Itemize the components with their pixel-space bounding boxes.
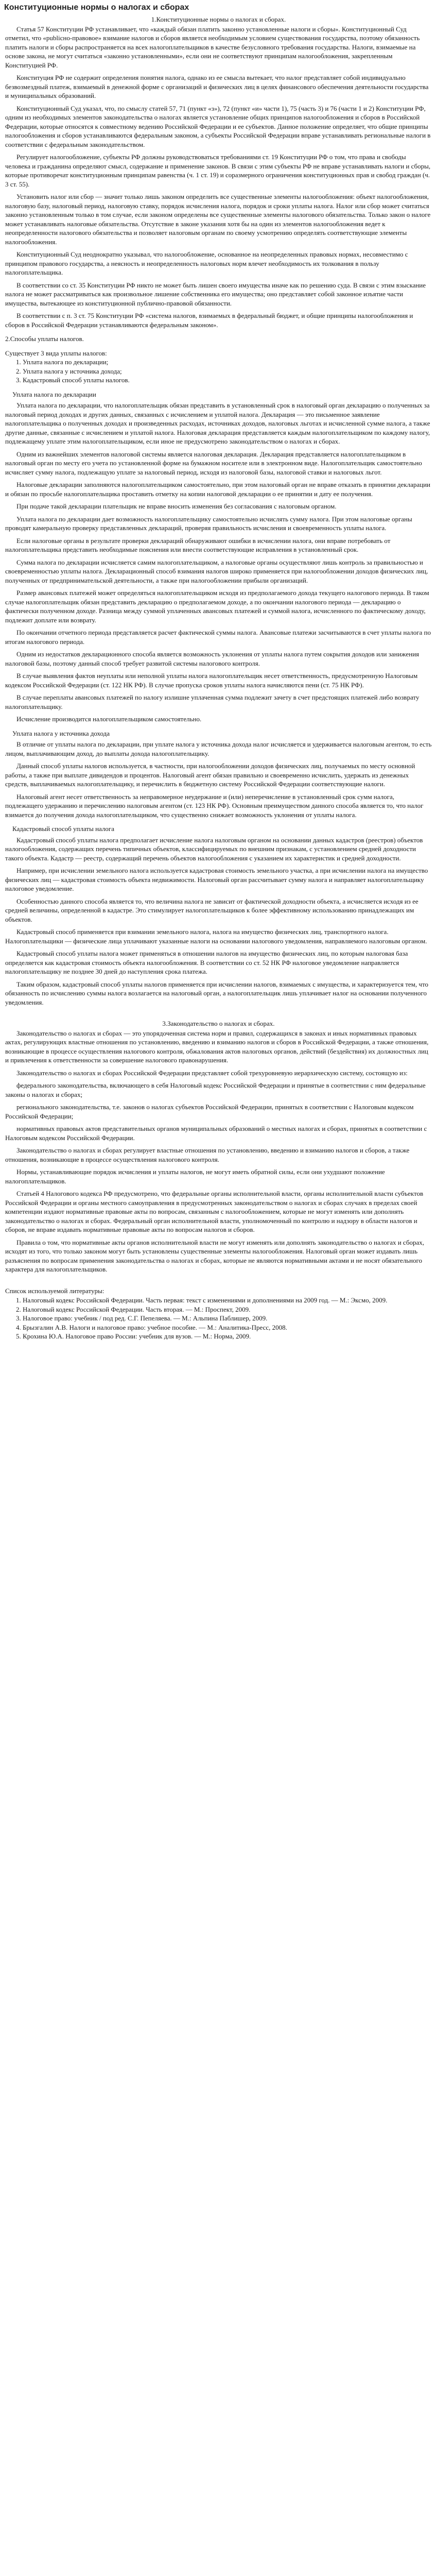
reference-item: 4. Брызгалин А.В. Налоги и налоговое право: учебное пособие. — М.: Аналитика-Пресс, 2008. xyxy=(23,1323,432,1332)
paragraph: Уплата налога по декларации, что налогоплательщик обязан представить в установленный срок в налоговый орган декларацию о полученных за налоговый период доходах и других данных, связанных с исчислением и уплатой налога. Декларация — это письменное заявление налогоплательщика о полученных доходах и произведенных расходах, источниках доходов, налоговых льготах и исчисленной сумме налога, а также другие данные, связанные с исчислением и уплатой налога. Налоговая декларация представляется каждым налогоплательщиком по каждому налогу, подлежащему уплате этим налогоплательщиком, если иное не предусмотрено законодательством о налогах и сборах. xyxy=(5,401,430,445)
paragraph: федерального законодательства, включающего в себя Налоговый кодекс Российской Федерации и принятые в соответствии с ним федеральные законы о налогах и сборах; xyxy=(5,1081,426,1098)
paragraph: Уплата налога по декларации дает возможность налогоплательщику самостоятельно исчислять сумму налога. При этом налоговые органы проводят камеральную проверку представленных деклараций, проверяя правильность исчисления и своевременность уплаты налога. xyxy=(5,515,412,532)
declaration-note: При подаче такой декларации плательщик не вправе вносить изменения без согласования с налоговым органом. xyxy=(16,502,337,510)
paragraph: По окончании отчетного периода представляется расчет фактической суммы налога. Авансовые платежи засчитываются в счет уплаты налога по итогам налогового периода. xyxy=(5,629,431,646)
source-body xyxy=(5,740,432,819)
paragraph: Конституция РФ не содержит определения понятия налога, однако из ее смысла вытекает, что налог представляет собой индивидуально безвозмездный платеж, взимаемый в денежной форме с организаций и физических лиц в целях финансового обеспечения деятельности государства и муниципальных образований. xyxy=(5,74,429,99)
paragraph: Особенностью данного способа является то, что величина налога не зависит от фактической доходности объекта, а исчисляется исходя из ее средней величины, определенной в кадастре. Это стимулирует налогоплательщиков к более эффективному использованию принадлежащих им объектов. xyxy=(5,897,418,923)
declaration-heading: Уплата налога по декларации xyxy=(12,390,96,398)
paragraph: Если налоговые органы в результате проверки деклараций обнаруживают ошибки в исчислении налога, они вправе потребовать от налогоплательщика представить необходимые пояснения или внести соответствующие исправления в установленный срок. xyxy=(5,536,391,553)
paragraph: Кадастровый способ уплаты налога предполагает исчисление налога налоговым органом на основании данных кадастров (реестров) объектов налогообложения, содержащих перечень типичных объектов, классифицируемых по внешним признакам, с установлением средней доходности такого объекта. Кадастр — реестр, содержащий перечень объектов налогообложения с указанием их характеристик и средней доходности. xyxy=(5,836,423,862)
cadastral-heading: Кадастровый способ уплаты налога xyxy=(12,825,115,833)
paragraph: Размер авансовых платежей может определяться налогоплательщиком исходя из предполагаемого дохода текущего налогового периода. В таком случае налогоплательщик обязан представить декларацию о предполагаемом доходе, а по окончании налогового периода — декларацию о фактически полученном доходе. Разница между суммой уплаченных авансовых платежей и суммой налога, исчисленного по фактическому доходу, подлежит доплате или возврату. xyxy=(5,589,429,624)
paragraph: В случае выявления фактов неуплаты или неполной уплаты налога налогоплательщик несет ответственность, предусмотренную Налоговым кодексом Российской Федерации (ст. 122 НК РФ). В случае пропуска сроков уплаты налога начисляются пени (ст. 75 НК РФ). xyxy=(5,672,418,689)
paragraph: Исчисление производится налогоплательщиком самостоятельно. xyxy=(16,715,202,723)
paragraph: регионального законодательства, т.е. законов о налогах субъектов Российской Федерации, принятых в соответствии с Налоговым кодексом Российской Федерации; xyxy=(5,1103,414,1120)
document-body xyxy=(0,15,436,1341)
paragraph: Регулирует налогообложение, субъекты РФ должны руководствоваться требованиями ст. 19 Конституции РФ о том, что права и свободы человека и гражданина определяют смысл, содержание и применение законов. В связи с этим субъекты РФ не вправе устанавливать налоги и сборы, которые противоречат конституционным принципам равенства (ч. 1 ст. 19) и соразмерного ограничения конституционных прав и свобод граждан (ч. 3 ст. 55). xyxy=(5,153,431,188)
declaration-more xyxy=(5,515,432,724)
payment-methods-list xyxy=(5,358,432,385)
paragraph: Законодательство о налогах и сборах — это упорядоченная система норм и правил, содержащихся в законах и иных нормативных правовых актах, регулирующих властные отношения по установлению, введению и взиманию налогов и сборов в Российской Федерации, а также отношения, возникающие в процессе осуществления налогового контроля, обжалования актов налоговых органов, действий (бездействия) их должностных лиц и привлечения к ответственности за совершение налогового правонарушения. xyxy=(5,1029,429,1064)
references-heading: Список используемой литературы: xyxy=(5,1286,104,1295)
reference-item: 3. Налоговое право: учебник / под ред. С.Г. Пепеляева. — М.: Альпина Паблишер, 2009. xyxy=(23,1314,432,1323)
section2-intro: Существует 3 вида уплаты налогов: xyxy=(5,349,107,357)
list-item: 2. Уплата налога у источника дохода; xyxy=(23,367,432,376)
reference-item: 2. Налоговый кодекс Российской Федерации. Часть вторая. — М.: Проспект, 2009. xyxy=(23,1305,432,1314)
paragraph: нормативных правовых актов представительных органов муниципальных образований о местных налогах и сборах, принятых в соответствии с Налоговым кодексом Российской Федерации. xyxy=(5,1125,427,1142)
paragraph: Законодательство о налогах и сборах регулирует властные отношения по установлению, введению и взиманию налогов и сборов, а также отношения, возникающие в процессе осуществления налогового контроля. xyxy=(5,1146,410,1163)
paragraph: Установить налог или сбор — значит только лишь законом определить все существенные элементы налогообложения: объект налогообложения, налоговую базу, налоговый период, налоговую ставку, порядок исчисления налога, порядок и сроки уплаты налога. Налог или сбор может считаться законно установленным только в том случае, если законом определены все существенные элементы налогового обязательства. Только закон о налоге может устанавливать налоговые обязательства. Отсутствие в законе указания хотя бы на один из элементов налогообложения ведет к неопределенности налогового обязательства и позволяет налоговым органам по своему усмотрению определять соответствующие элементы налогообложения. xyxy=(5,193,431,246)
paragraph: Конституционный Суд указал, что, по смыслу статей 57, 71 (пункт «з»), 72 (пункт «и» части 1), 75 (часть 3) и 76 (части 1 и 2) Конституции РФ, одним из необходимых элементов законодательства о налогах является установление общих принципов налогообложения и сборов в Российской Федерации, которые относятся к совместному ведению Российской Федерации и ее субъектов. Данное положение определяет, что общие принципы налогообложения и сборов устанавливаются федеральным законом, а субъекты Российской Федерации вправе устанавливать региональные налоги в соответствии с федеральным законодательством. xyxy=(5,104,431,148)
paragraph: Статьей 4 Налогового кодекса РФ предусмотрено, что федеральные органы исполнительной власти, органы исполнительной власти субъектов Российской Федерации и органы местного самоуправления в предусмотренных законодательством о налогах и сборах случаях в пределах своей компетенции издают нормативные правовые акты по вопросам, связанным с налогообложением, которые не могут изменять или дополнять законодательство о налогах и сборах. Федеральный орган исполнительной власти, уполномоченный по контролю и надзору в области налогов и сборов, не вправе издавать нормативные правовые акты по вопросам налогов и сборов. xyxy=(5,1190,424,1233)
paragraph: Таким образом, кадастровый способ уплаты налогов применяется при исчислении налогов, взимаемых с имущества, и характеризуется тем, что обязанность по исчислению суммы налога возлагается на налоговый орган, а налогоплательщик лишь уплачивает налог на основании полученного уведомления. xyxy=(5,980,428,1006)
paragraph: В случае переплаты авансовых платежей по налогу излишне уплаченная сумма подлежит зачету в счет предстоящих платежей либо возврату налогоплательщику. xyxy=(5,693,420,710)
paragraph: Одним из важнейших элементов налоговой системы является налоговая декларация. Декларация представляется налогоплательщиком в налоговый орган по месту его учета по установленной форме на бумажном носителе или в электронном виде. Налогоплательщик самостоятельно исчисляет сумму налога, подлежащую уплате за налоговый период, исходя из налоговой базы, налоговой ставки и налоговых льгот. xyxy=(5,450,422,476)
paragraph: Нормы, устанавливающие порядок исчисления и уплаты налогов, не могут иметь обратной силы, если они ухудшают положение налогоплательщиков. xyxy=(5,1168,385,1185)
reference-item: 5. Крохина Ю.А. Налоговое право России: учебник для вузов. — М.: Норма, 2009. xyxy=(23,1332,432,1341)
paragraph: Правила о том, что нормативные акты органов исполнительной власти не могут изменять или дополнять законодательство о налогах и сборах, исходят из того, что только законом могут быть установлены существенные элементы налогообложения. Налоговый орган может издавать лишь разъяснения по вопросам применения законодательства о налогах и сборах, которые не являются нормативными актами и не носят обязательного характера для налогоплательщиков. xyxy=(5,1238,424,1273)
paragraph: Данный способ уплаты налогов используется, в частности, при налогообложении доходов физических лиц, получаемых по месту основной работы, а также при выплате дивидендов и процентов. Налоговый агент обязан правильно и своевременно исчислить, удержать из денежных средств, выплачиваемых налогоплательщику, и перечислить в бюджетную систему Российской Федерации соответствующие налоги. xyxy=(5,762,415,788)
paragraph: Например, при исчислении земельного налога используется кадастровая стоимость земельного участка, а при исчислении налога на имущество физических лиц — кадастровая стоимость объекта недвижимости. Налоговый орган рассчитывает сумму налога и направляет налогоплательщику налоговое уведомление. xyxy=(5,867,428,892)
paragraph: Кадастровый способ применяется при взимании земельного налога, налога на имущество физических лиц, транспортного налога. Налогоплательщики — физические лица уплачивают указанные налоги на основании налогового уведомления, направляемого налоговым органом. xyxy=(5,928,427,945)
section3-body xyxy=(5,1029,432,1274)
paragraph: Кадастровый способ уплаты налога может применяться в отношении налогов на имущество физических лиц, по которым налоговая база определяется как кадастровая стоимость объекта налогообложения. В соответствии со ст. 52 НК РФ налоговое уведомление направляется налогоплательщику не позднее 30 дней до наступления срока платежа. xyxy=(5,950,408,975)
list-item: 1. Уплата налога по декларации; xyxy=(23,358,432,367)
paragraph: Налоговый агент несет ответственность за неправомерное неудержание и (или) неперечисление в установленный срок сумм налога, подлежащего удержанию и перечислению налоговым агентом (ст. 123 НК РФ). Основным преимуществом данного способа является то, что налог взимается до получения дохода налогоплательщиком, что существенно снижает возможность уклонения от уплаты налога. xyxy=(5,792,424,819)
paragraph: В соответствии со ст. 35 Конституции РФ никто не может быть лишен своего имущества иначе как по решению суда. В связи с этим взыскание налога не может рассматриваться как произвольное лишение собственника его имущества; оно представляет собой законное изъятие части имущества, вытекающее из конституционной публично-правовой обязанности. xyxy=(5,281,426,307)
paragraph: Конституционный Суд неоднократно указывал, что налогообложение, основанное на неопределенных правовых нормах, несовместимо с принципом правового государства, а неясность и неопределенность налоговых норм влечет необходимость их толкования в пользу налогоплательщика. xyxy=(5,250,408,276)
paragraph: В соответствии с п. 3 ст. 75 Конституции РФ «система налогов, взимаемых в федеральный бюджет, и общие принципы налогообложения и сборов в Российской Федерации устанавливаются федеральным законом». xyxy=(5,312,413,329)
references-list xyxy=(5,1296,432,1341)
section1-body xyxy=(5,25,432,330)
section3-heading: 3.Законодательство о налогах и сборах. xyxy=(162,1020,275,1027)
page-title: Конституционные нормы о налогах и сборах xyxy=(4,3,189,12)
section1-heading: 1.Конституционные нормы о налогах и сборах. xyxy=(151,15,286,23)
list-item: 3. Кадастровый способ уплаты налогов. xyxy=(23,376,432,385)
reference-item: 1. Налоговый кодекс Российской Федерации. Часть первая: текст с изменениями и дополнениями на 2009 год. — М.: Эксмо, 2009. xyxy=(23,1296,432,1305)
cadastral-body xyxy=(5,836,432,1007)
paragraph: Одним из недостатков декларационного способа является возможность уклонения от уплаты налога путем сокрытия доходов или занижения налоговой базы, поэтому данный способ требует развитой системы налогового контроля. xyxy=(5,650,420,667)
paragraph: Законодательство о налогах и сборах Российской Федерации представляет собой трехуровневую иерархическую систему, состоящую из: xyxy=(16,1069,408,1077)
paragraph: Статья 57 Конституции РФ устанавливает, что «каждый обязан платить законно установленные налоги и сборы». Конституционный Суд отметил, что «publicно-правовое» взимание налогов и сборов является необходимым условием существования государства, поэтому обязанность платить налоги и сборы распространяется на всех налогоплательщиков в качестве безусловного требования государства. Налоги, взимаемые на основе закона, не могут считаться «законно установленными», если они не соответствуют принципам налогообложения, закрепленным Конституцией РФ. xyxy=(5,25,420,69)
source-heading: Уплата налога у источника дохода xyxy=(12,729,110,737)
section2-heading: 2.Способы уплаты налогов. xyxy=(5,335,84,343)
declaration-body xyxy=(5,401,432,498)
paragraph: Налоговые декларации заполняются налогоплательщиком самостоятельно, при этом налоговый орган не вправе отказать в принятии декларации и обязан по просьбе налогоплательщика проставить отметку на копии налоговой декларации о ее принятии и дату ее получения. xyxy=(5,481,430,498)
paragraph: Сумма налога по декларации исчисляется самим налогоплательщиком, а налоговые органы осуществляют лишь контроль за правильностью и своевременностью уплаты налога. Декларационный способ взимания налогов широко применяется при налогообложении доходов физических лиц, полученных от предпринимательской деятельности, а также при налогообложении прибыли организаций. xyxy=(5,558,428,584)
paragraph: В отличие от уплаты налога по декларации, при уплате налога у источника дохода налог исчисляется и удерживается налоговым агентом, то есть лицом, выплачивающим доход, до выплаты дохода налогоплательщику. xyxy=(5,740,432,757)
